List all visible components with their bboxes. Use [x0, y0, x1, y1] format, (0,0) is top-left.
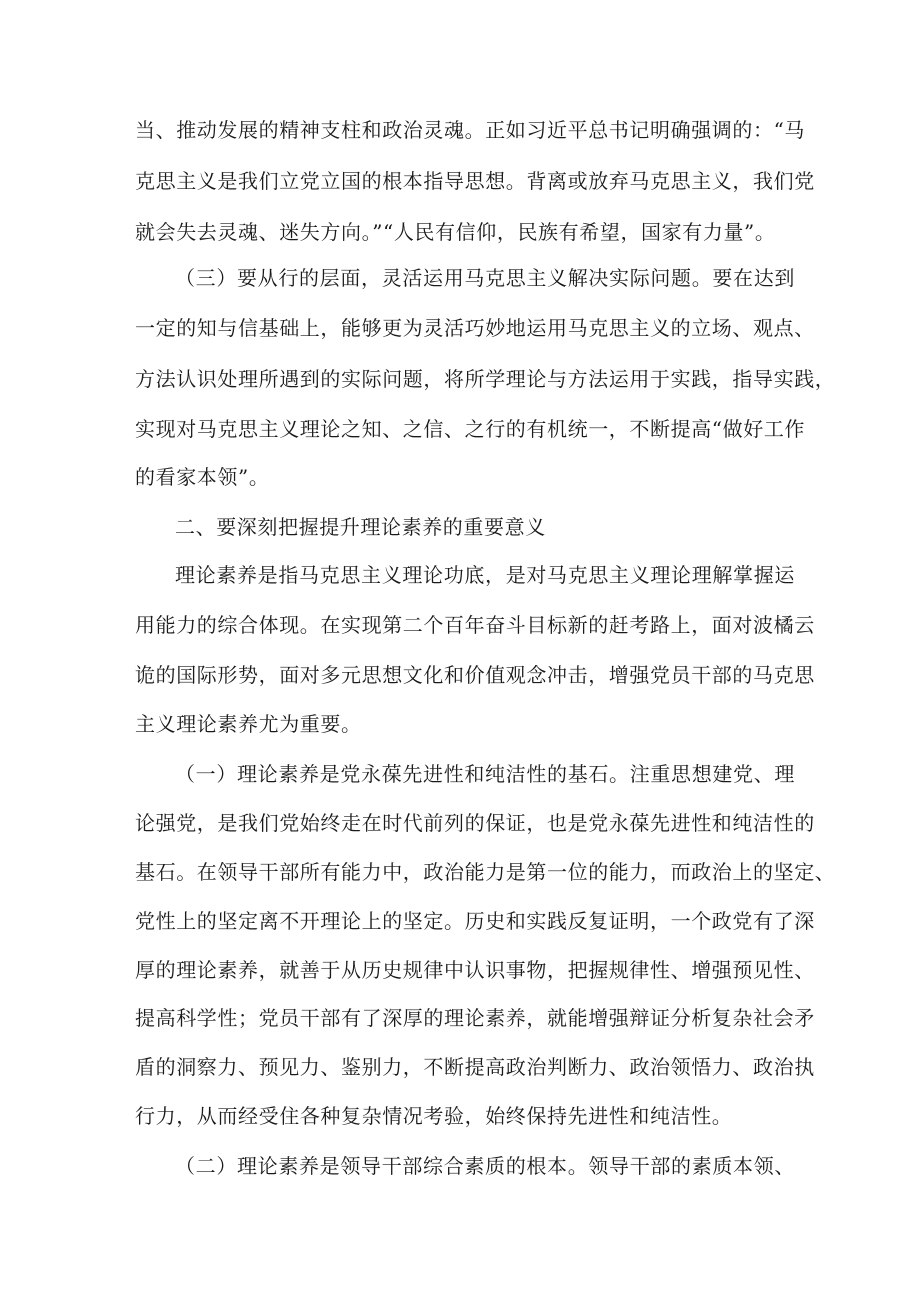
- text-line: 行力，从而经受住各种复杂情况考验，始终保持先进性和纯洁性。: [135, 1104, 733, 1128]
- text-line: 厚的理论素养，就善于从历史规律中认识事物，把握规律性、增强预见性、: [135, 958, 815, 982]
- text-line: 克思主义是我们立党立国的根本指导思想。背离或放弃马克思主义，我们党: [135, 169, 815, 193]
- text-line: 基石。在领导干部所有能力中，政治能力是第一位的能力，而政治上的坚定、: [135, 860, 836, 884]
- text-line: 当、推动发展的精神支柱和政治灵魂。正如习近平总书记明确强调的：“马: [135, 118, 806, 142]
- subsection-heading-2: （二）理论素养是领导干部综合素质的根本。领导干部的素质本领、: [175, 1154, 795, 1178]
- subsection-heading-1: （一）理论素养是党永葆先进性和纯洁性的基石。注重思想建党、理: [175, 762, 795, 786]
- text-line: 实现对马克思主义理论之知、之信、之行的有机统一，不断提高“做好工作: [135, 417, 806, 441]
- text-line: 一定的知与信基础上，能够更为灵活巧妙地运用马克思主义的立场、观点、: [135, 316, 815, 340]
- section-heading-3: （三）要从行的层面，灵活运用马克思主义解决实际问题。要在达到: [175, 266, 795, 290]
- text-line: 用能力的综合体现。在实现第二个百年奋斗目标新的赶考路上，面对波橘云: [135, 613, 815, 637]
- text-line: 主义理论素养尤为重要。: [135, 712, 362, 736]
- text-line: 理论素养是指马克思主义理论功底，是对马克思主义理论理解掌握运: [175, 563, 795, 587]
- text-line: 的看家本领”。: [135, 465, 270, 489]
- text-line: 盾的洞察力、预见力、鉴别力，不断提高政治判断力、政治领悟力、政治执: [135, 1055, 815, 1079]
- text-line: 党性上的坚定离不开理论上的坚定。历史和实践反复证明，一个政党有了深: [135, 909, 815, 933]
- section-title: 二、要深刻把握提升理论素养的重要意义: [175, 515, 546, 539]
- text-line: 论强党，是我们党始终走在时代前列的保证，也是党永葆先进性和纯洁性的: [135, 811, 815, 835]
- text-line: 就会失去灵魂、迷失方向。”“人民有信仰，民族有希望，国家有力量”。: [135, 220, 776, 244]
- text-line: 提高科学性；党员干部有了深厚的理论素养，就能增强辩证分析复杂社会矛: [135, 1006, 815, 1030]
- text-line: 诡的国际形势，面对多元思想文化和价值观念冲击，增强党员干部的马克思: [135, 663, 815, 687]
- text-line: 方法认识处理所遇到的实际问题，将所学理论与方法运用于实践，指导实践，: [135, 367, 836, 391]
